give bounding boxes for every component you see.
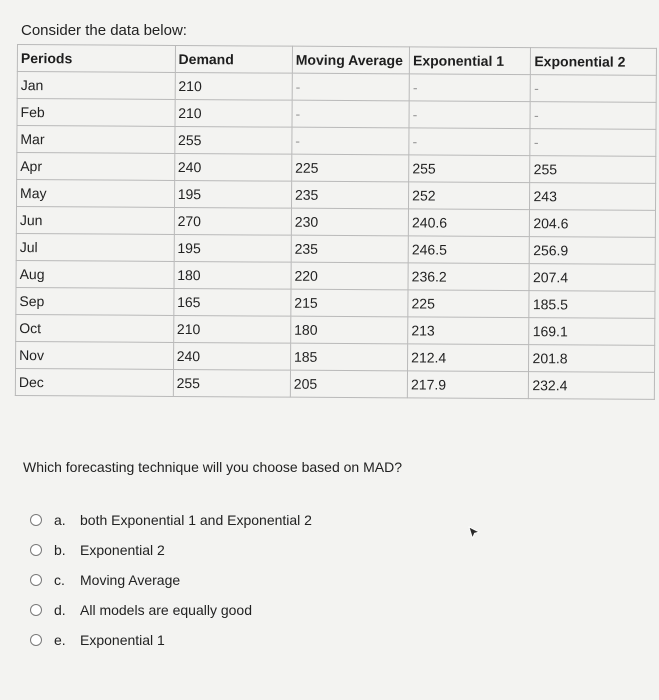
table-row — [16, 233, 655, 264]
option-letter: e. — [54, 632, 66, 648]
cell-period: Jul — [16, 233, 174, 261]
radio-circle-icon[interactable] — [30, 574, 42, 586]
radio-circle-icon[interactable] — [30, 604, 42, 616]
cell-moving-average: 215 — [291, 289, 408, 317]
cell-exponential-1: - — [409, 74, 531, 102]
cell-exponential-1: 236.2 — [408, 263, 530, 291]
cell-exponential-1: 213 — [408, 317, 530, 345]
cell-exponential-2: 255 — [530, 156, 656, 184]
table-row — [17, 99, 656, 130]
answer-options — [30, 505, 312, 655]
option-letter: a. — [54, 512, 66, 528]
cell-exponential-1: 212.4 — [408, 344, 530, 372]
cell-exponential-1: - — [409, 128, 531, 156]
cell-demand: 210 — [173, 315, 290, 343]
cell-period: Mar — [17, 126, 175, 154]
cell-exponential-2: 207.4 — [529, 264, 655, 292]
cell-moving-average: 235 — [291, 235, 408, 263]
cell-demand: 240 — [173, 342, 290, 370]
option-text: Exponential 1 — [80, 632, 165, 648]
cell-moving-average: 235 — [291, 181, 408, 209]
cell-period: Feb — [17, 99, 175, 127]
option-c[interactable] — [30, 565, 312, 595]
radio-circle-icon[interactable] — [30, 634, 42, 646]
mouse-pointer-icon — [468, 526, 480, 540]
cell-moving-average: 180 — [291, 316, 408, 344]
option-letter: c. — [54, 572, 65, 588]
cell-period: May — [17, 180, 175, 208]
option-d[interactable] — [30, 595, 312, 625]
cell-period: Nov — [16, 341, 174, 369]
radio-circle-icon[interactable] — [30, 544, 42, 556]
cell-exponential-2: 232.4 — [529, 372, 655, 400]
cell-exponential-2: 201.8 — [529, 345, 655, 373]
cell-moving-average: 230 — [291, 208, 408, 236]
cell-demand: 165 — [174, 288, 291, 316]
cell-exponential-1: 246.5 — [408, 236, 530, 264]
intro-text: Consider the data below: — [21, 22, 187, 39]
cell-demand: 210 — [175, 99, 292, 127]
option-b[interactable] — [30, 535, 312, 565]
table-row — [17, 126, 656, 157]
cell-moving-average: 220 — [291, 262, 408, 290]
table-row — [16, 341, 655, 372]
cell-exponential-1: 240.6 — [408, 209, 530, 237]
option-text: both Exponential 1 and Exponential 2 — [80, 512, 312, 528]
cell-period: Apr — [17, 153, 175, 181]
header-exponential-1: Exponential 1 — [409, 47, 531, 75]
cell-moving-average: - — [292, 100, 409, 128]
cell-demand: 270 — [174, 207, 291, 235]
cell-exponential-1: 217.9 — [407, 371, 529, 399]
cell-demand: 240 — [174, 153, 291, 181]
table-header-row — [17, 45, 656, 76]
option-e[interactable] — [30, 625, 312, 655]
table-row — [17, 180, 656, 211]
cell-demand: 255 — [175, 126, 292, 154]
cell-exponential-2: - — [530, 129, 656, 157]
table-row — [17, 72, 656, 103]
cell-moving-average: - — [292, 73, 409, 101]
cell-demand: 255 — [173, 369, 290, 397]
cell-demand: 210 — [175, 72, 292, 100]
cell-moving-average: 205 — [290, 370, 407, 398]
header-moving-average: Moving Average — [292, 46, 409, 74]
header-demand: Demand — [175, 45, 292, 73]
option-text: All models are equally good — [80, 602, 252, 618]
cell-period: Jan — [17, 72, 175, 100]
option-text: Moving Average — [80, 572, 181, 588]
table-row — [16, 260, 655, 291]
cell-moving-average: - — [292, 127, 409, 155]
header-periods: Periods — [17, 45, 175, 73]
data-table — [15, 44, 657, 400]
cell-period: Dec — [15, 368, 173, 396]
cell-exponential-1: - — [409, 101, 531, 129]
cell-exponential-2: 256.9 — [530, 237, 656, 265]
cell-exponential-2: 204.6 — [530, 210, 656, 238]
cell-moving-average: 185 — [290, 343, 407, 371]
question-text: Which forecasting technique will you choose based on MAD? — [23, 459, 402, 475]
cell-period: Aug — [16, 260, 174, 288]
cell-exponential-2: - — [531, 75, 657, 103]
table-row — [16, 314, 655, 345]
cell-exponential-1: 255 — [409, 155, 531, 183]
table-row — [16, 287, 655, 318]
cell-exponential-1: 252 — [409, 182, 531, 210]
cell-period: Sep — [16, 287, 174, 315]
cell-demand: 195 — [174, 180, 291, 208]
table-row — [15, 368, 654, 399]
cell-period: Jun — [16, 207, 174, 235]
option-letter: b. — [54, 542, 66, 558]
option-letter: d. — [54, 602, 66, 618]
cell-moving-average: 225 — [292, 154, 409, 182]
cell-demand: 195 — [174, 234, 291, 262]
table-row — [17, 153, 656, 184]
cell-exponential-2: 169.1 — [529, 318, 655, 346]
cell-period: Oct — [16, 314, 174, 342]
radio-circle-icon[interactable] — [30, 514, 42, 526]
cell-demand: 180 — [174, 261, 291, 289]
cell-exponential-2: 243 — [530, 183, 656, 211]
option-text: Exponential 2 — [80, 542, 165, 558]
header-exponential-2: Exponential 2 — [531, 48, 657, 76]
cell-exponential-2: 185.5 — [529, 291, 655, 319]
cell-exponential-1: 225 — [408, 290, 530, 318]
option-a[interactable] — [30, 505, 312, 535]
cell-exponential-2: - — [530, 102, 656, 130]
table-row — [16, 207, 655, 238]
